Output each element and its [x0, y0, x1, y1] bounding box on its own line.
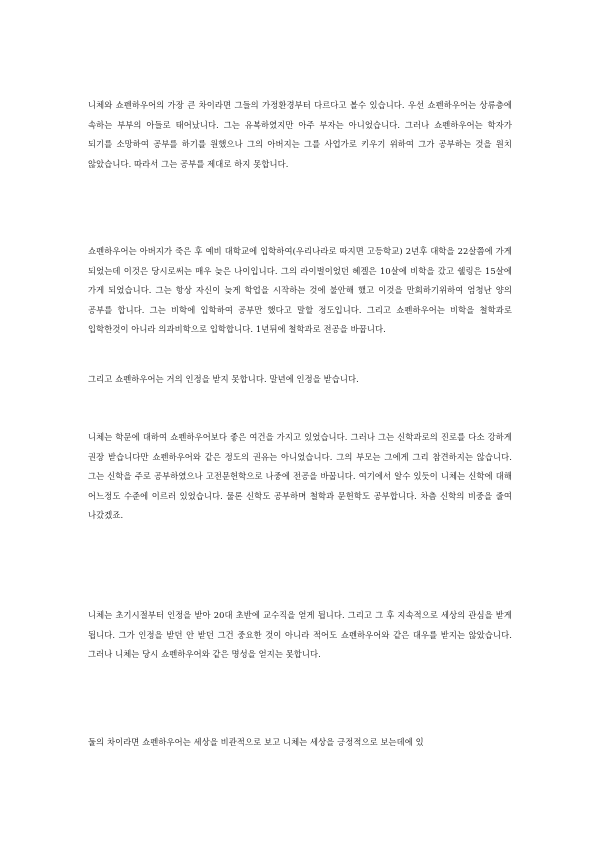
paragraph-schopenhauer-recognition: 그리고 쇼펜하우어는 거의 인정을 받지 못합니다. 말년에 인정을 받습니다. — [88, 374, 359, 384]
paragraph-nietzsche-education: 니체는 학문에 대하여 쇼펜하우어보다 좋은 여건을 가지고 있었습니다. 그러나 그는 신학과로의 진로를 다소 강하게 권장 받습니다만 쇼펜하우어와 같은 정도의 권유는 아니었습니다. 그의 부모는 그에게 그리 참견하지는 않습니다. 그는 신학을 주로 공부하였으나 고전문헌학으로 나중에 전공을 바꿉니다. 여기에서 알수 있듯이 니체는 신학에 대해 어느정도 수준에 이르러 있었습니다. 물론 신학도 공부하며 철학과 문헌학도 공부합니다. 차츰 신학의 비중을 줄여 나갔겠죠. — [88, 432, 512, 521]
paragraph-nietzsche-recognition: 니체는 초기시절부터 인정을 받아 20대 초반에 교수직을 얻게 됩니다. 그리고 그 후 지속적으로 세상의 관심을 받게 됩니다. 그가 인정을 받던 안 받던 그건 중요한 것이 아니라 적어도 쇼펜하우어와 같은 대우를 받지는 않았습니다. 그러나 니체는 당시 쇼펜하우어와 같은 명성을 얻지는 못합니다. — [88, 610, 512, 660]
paragraph-worldview-difference: 둘의 차이라면 쇼펜하우어는 세상을 비관적으로 보고 니체는 세상을 긍정적으로 보는데에 있 — [88, 737, 424, 747]
paragraph-family-background: 니체와 쇼펜하우어의 가장 큰 차이라면 그들의 가정환경부터 다르다고 볼수 있습니다. 우선 쇼펜하우어는 상류층에 속하는 부부의 아들로 태어났니다. 그는 유복하였지만 아주 부자는 아니었습니다. 그러나 쇼펜하우어는 학자가 되기를 소망하여 공부를 하기를 원했으나 그의 아버지는 그를 사업가로 키우기 위하여 그가 공부하는 것을 원치 않았습니다. 따라서 그는 공부를 제대로 하지 못합니다. — [88, 100, 512, 169]
paragraph-schopenhauer-education: 쇼펜하우어는 아버지가 죽은 후 예비 대학교에 입학하여(우리나라로 따지면 고등학교) 2년후 대학을 22살쯤에 가게 되었는데 이것은 당시로써는 매우 늦은 나이입니다. 그의 라이벌이었던 헤겔은 10살에 비학을 갔고 쉘링은 15살에 가게 되었습니다. 그는 항상 자신이 늦게 학업을 시작하는 것에 불안해 했고 이것을 만회하기위하여 엄청난 양의 공부를 합니다. 그는 비학에 입학하여 공부만 했다고 말할 정도입니다. 그리고 쇼펜하우어는 비학을 철학과로 입학한것이 아니라 의과비학으로 입학합니다. 1년뒤에 철학과로 전공을 바꿉니다. — [88, 246, 512, 335]
